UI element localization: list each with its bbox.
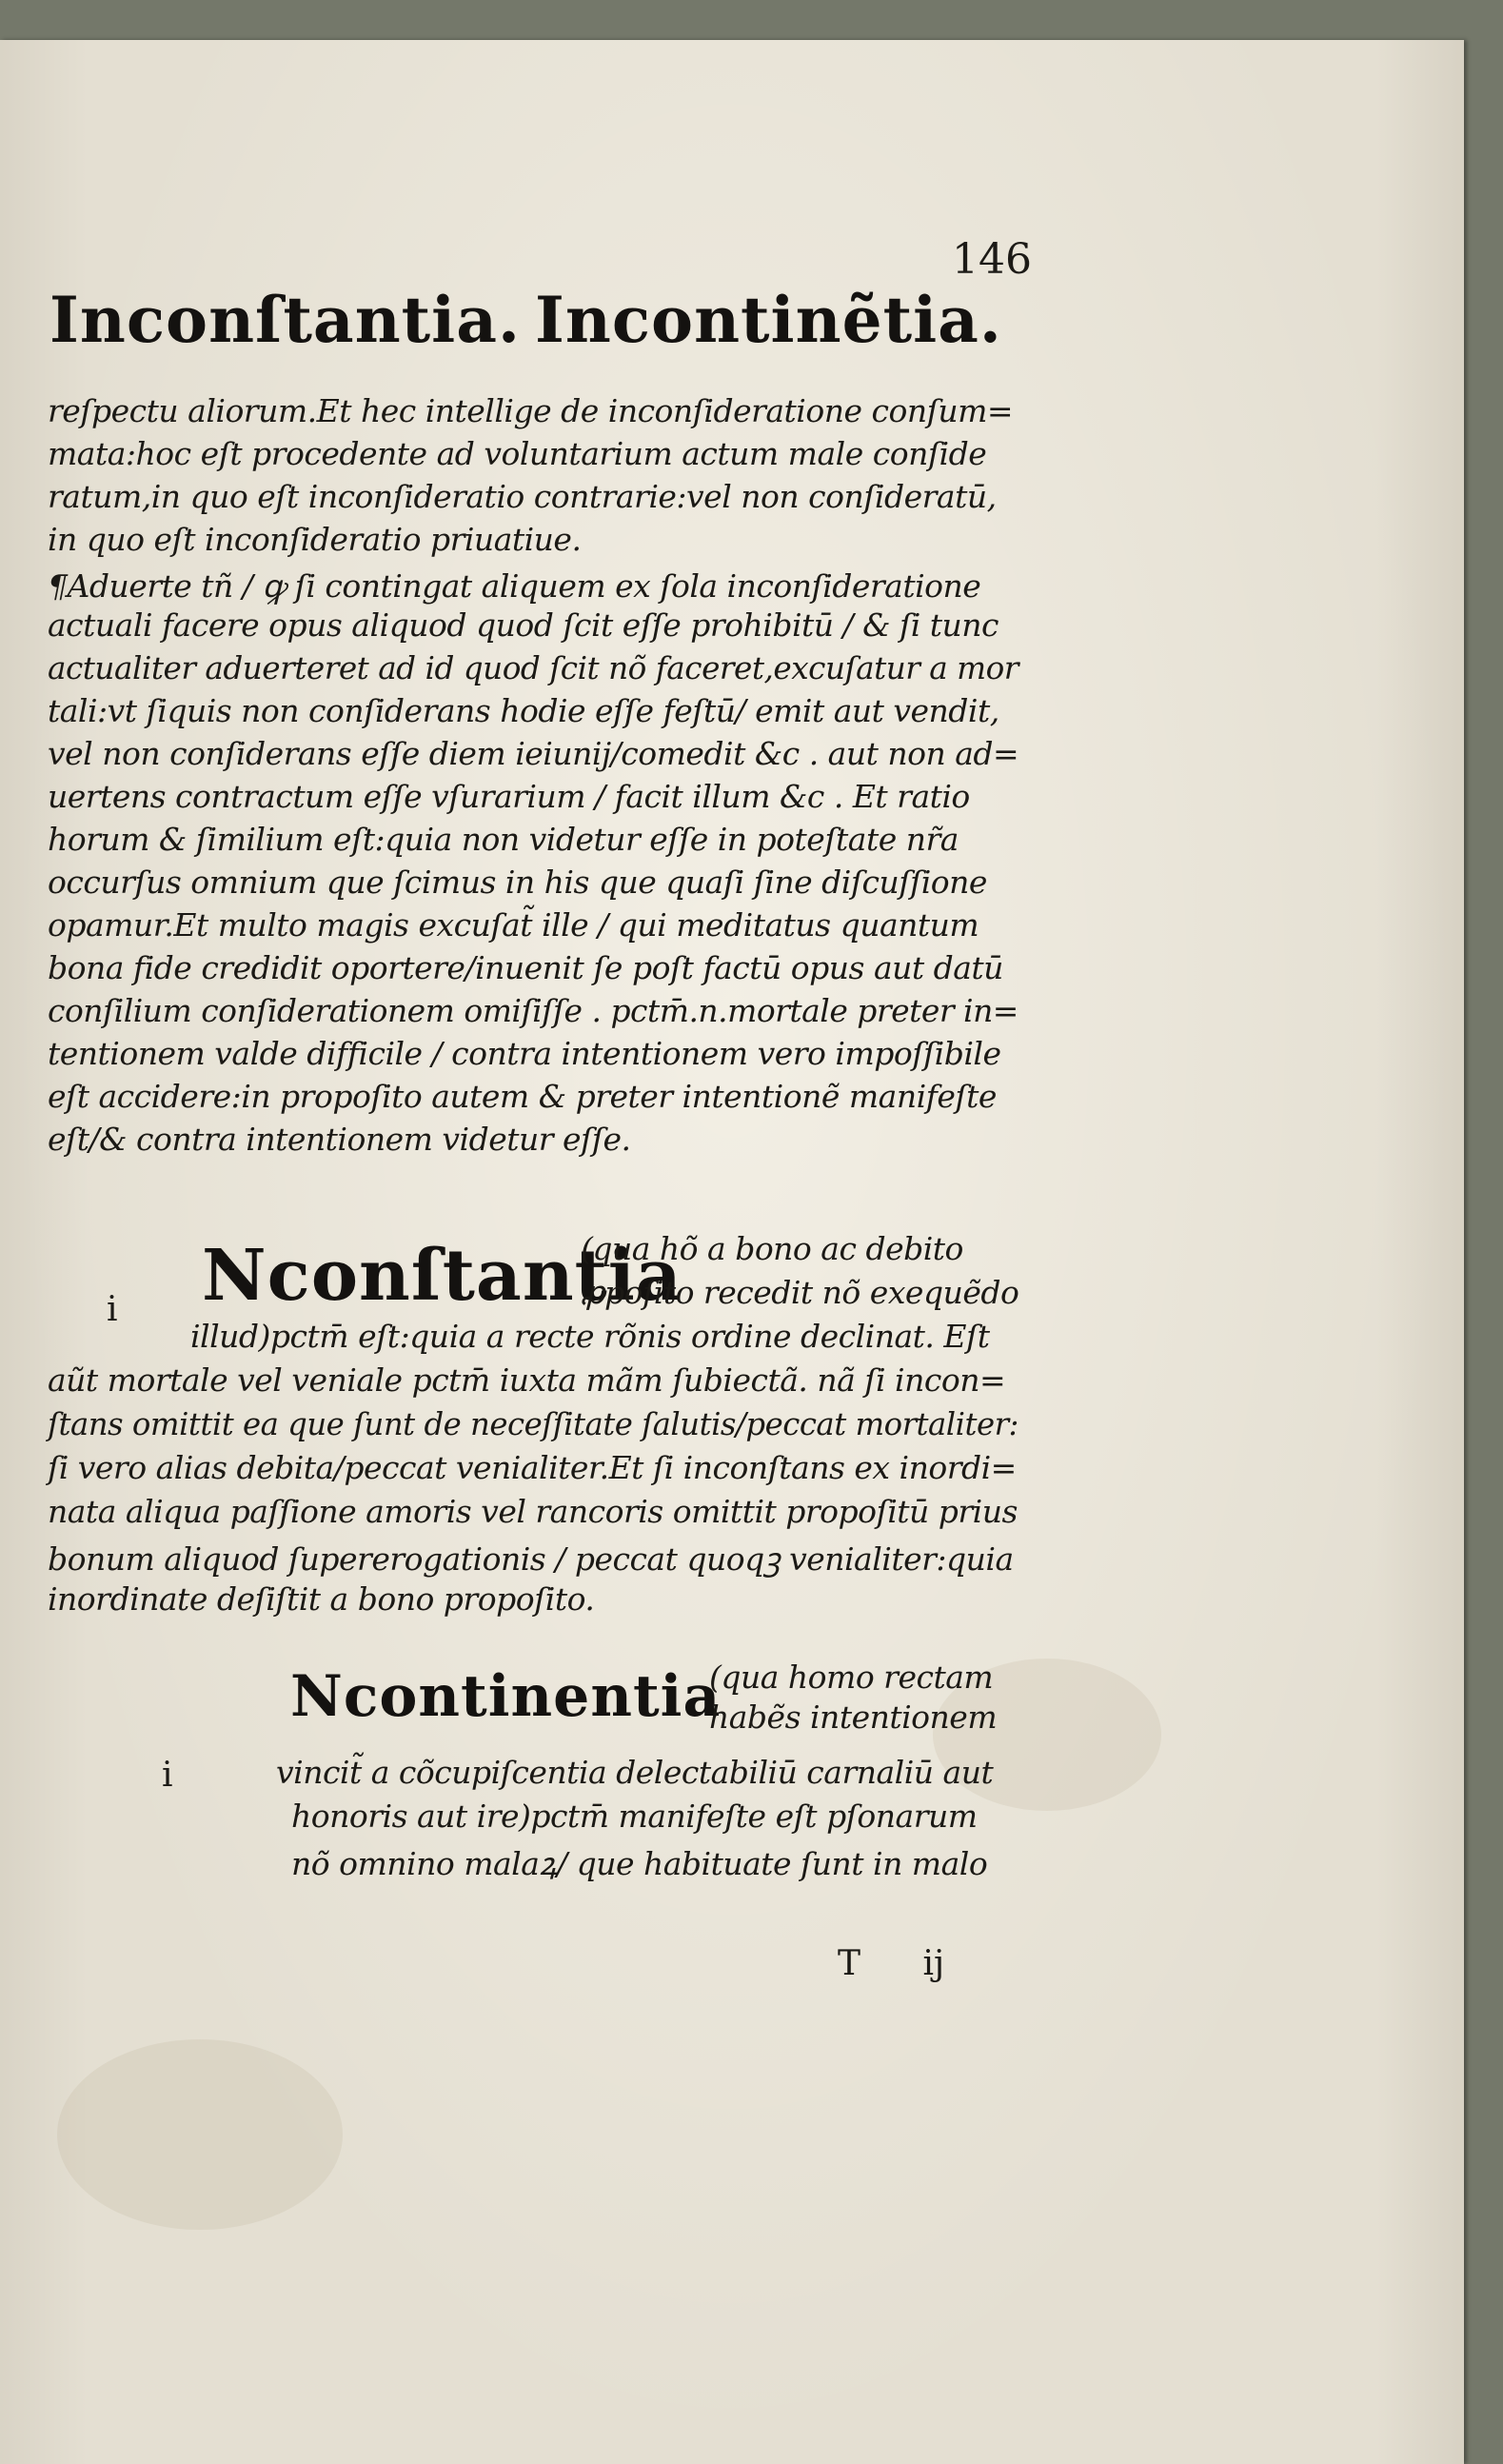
margin-letter: i	[107, 1290, 118, 1329]
text-line: (qua hõ a bono ac debito	[581, 1230, 963, 1267]
running-head-right: Incontinẽtia.	[535, 283, 1002, 357]
text-line: actualiter aduerteret ad id quod ſcit nõ faceret,excuſatur a mor	[48, 649, 1018, 686]
signature-number: ij	[922, 1944, 945, 1983]
text-line: mata:hoc eſt procedente ad voluntarium actum male conſide	[48, 435, 987, 472]
text-line: vel non conſiderans eſſe diem ieiunij/comedit &c . aut non ad=	[48, 735, 1019, 772]
entry-headword: Ncontinentia	[290, 1663, 722, 1730]
running-head-left: Inconſtantia.	[49, 283, 521, 357]
text-line: horum & ſimilium eſt:quia non videtur eſſe in poteſtate nr̃a	[48, 821, 959, 858]
text-line: opamur.Et multo magis excuſat̃ ille / qui meditatus quantum	[48, 906, 979, 944]
margin-letter: i	[162, 1756, 173, 1795]
text-line: vincit̃ a cõcupiſcentia delectabiliū carnaliū aut	[276, 1754, 994, 1791]
text-line: actuali facere opus aliquod quod ſcit eſſe prohibitū / & ſi tunc	[48, 606, 999, 644]
text-line: ꝓpoſito recedit nõ exequẽdo	[581, 1274, 1019, 1311]
text-line: (qua homo rectam	[709, 1659, 994, 1696]
text-line: habẽs intentionem	[709, 1699, 998, 1736]
text-line: illud)pctm̄ eſt:quia a recte rõnis ordine declinat. Eſt	[190, 1318, 990, 1355]
text-line: ſi vero alias debita/peccat venialiter.Et ſi inconſtans ex inordi=	[48, 1449, 1017, 1486]
book-page	[0, 40, 1464, 2464]
text-line: bona fide credidit oportere/inuenit ſe poſt factū opus aut datū	[48, 949, 1003, 986]
signature-mark	[838, 1944, 996, 1983]
folio-number: 146	[952, 235, 1032, 284]
text-line: bonum aliquod ſupererogationis / peccat quoqꝫ venialiter:quia	[48, 1540, 1014, 1578]
text-line: uertens contractum eſſe vſurarium / facit illum &c . Et ratio	[48, 778, 970, 815]
text-line: ¶Aduerte tñ / ꝙ ſi contingat aliquem ex ſola inconſideratione	[48, 567, 981, 605]
entry-headword: Nconſtantia	[202, 1235, 682, 1317]
text-line: honoris aut ire)pctm̄ manifeſte eſt pſonarum	[291, 1798, 978, 1835]
signature-letter: T	[838, 1944, 861, 1983]
text-line: eſt accidere:in propoſito autem & preter intentionẽ manifeſte	[48, 1078, 997, 1115]
text-line: nata aliqua paſſione amoris vel rancoris omittit propoſitū prius	[48, 1493, 1018, 1530]
paper-stain	[57, 2039, 343, 2230]
text-line: occurſus omnium que ſcimus in his que quaſi ſine diſcuſſione	[48, 864, 987, 901]
text-line: tentionem valde difficile / contra intentionem vero impoſſibile	[48, 1035, 1001, 1072]
text-line: tali:vt ſiquis non conſiderans hodie eſſe feſtū/ emit aut vendit,	[48, 692, 999, 729]
text-line: aũt mortale vel veniale pctm̄ iuxta mãm ſubiectã. nã ſi incon=	[48, 1361, 1006, 1399]
text-line: nõ omnino malaꝝ/ que habituate ſunt in malo	[291, 1845, 988, 1882]
text-line: reſpectu aliorum.Et hec intellige de inconſideratione conſum=	[48, 392, 1014, 429]
text-line: ratum,in quo eſt inconſideratio contrarie:vel non conſideratū,	[48, 478, 997, 515]
text-line: conſilium conſiderationem omiſiſſe . pctm̄.n.mortale preter in=	[48, 992, 1018, 1029]
text-line: eſt/& contra intentionem videtur eſſe.	[48, 1121, 631, 1158]
text-line: ſtans omittit ea que ſunt de neceſſitate ſalutis/peccat mortaliter:	[48, 1405, 1018, 1442]
text-line: inordinate deſiſtit a bono propoſito.	[48, 1580, 595, 1618]
text-line: in quo eſt inconſideratio priuatiue.	[48, 521, 582, 558]
